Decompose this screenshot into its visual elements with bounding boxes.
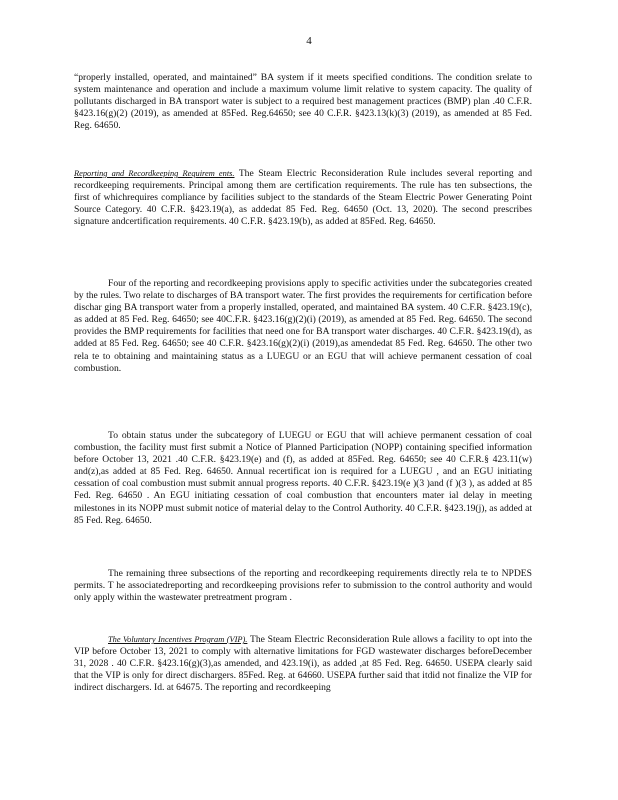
paragraph-bmp-plan [74,72,532,132]
paragraph-text: “properly installed, operated, and maintained” BA system if it meets specified conditions. The condition srelate to system maintenance and operation and include a maximum volume limit relative to system capacity. The quality of pollutants discharged in BA transport water is subject to a required best management practices (BMP) plan .40 C.F.R. §423.16(g)(2) (2019), as amended at 85Fed. Reg.64650; see 40 C.F.R. §423.13(k)(3) (2019), as amended at 85 Fed. Reg. 64650. [74,72,532,132]
paragraph-text: The Steam Electric Reconsideration Rule includes several reporting and recordkeeping requirements. Principal among them are certification requirements. The rule has ten subsections, the first of whichrequires compliance by facilities subject to the standards of the Steam Electric Power Generating Point Source Category. 40 C.F.R. §423.19(a), as addedat 85 Fed. Reg. 64650 (Oct. 13, 2020). The second prescribes signature andcertification requirements. 40 C.F.R. §423.19(b), as added at 85Fed. Reg. 64650. [74,168,532,228]
section-heading-reporting: Reporting and Recordkeeping Requirem ents. [74,169,235,178]
paragraph-text: The Steam Electric Reconsideration Rule allows a facility to opt into the VIP before October 13, 2021 to comply with alternative limitations for FGD wastewater discharges beforeDecember 31, 2028 . 40 C.F.R. §423.16(g)(3),as amended, and 423.19(i), as added ,at 85 Fed. Reg. 64650. USEPA clearly said that the VIP is only for direct dischargers. 85Fed. Reg. at 64660. USEPA further said that itdid not finalize the VIP for indirect dischargers. Id. at 64675. The reporting and recordkeeping [74,634,532,694]
paragraph-voluntary-incentives [74,634,532,694]
paragraph-text: To obtain status under the subcategory of LUEGU or EGU that will achieve permanent cessation of coal combustion, the facility must first submit a Notice of Planned Participation (NOPP) containing specified information before October 13, 2021 .40 C.F.R. §423.19(e) and (f), as added at 85Fed. Reg. 64650; see 40 C.F.R.§ 423.11(w) and(z),as added at 85 Fed. Reg. 64650. Annual recertificat ion is required for a LUEGU , and an EGU initiating cessation of coal combustion must submit annual progress reports. 40 C.F.R. §423.19(e )(3 )and (f )(3 ), as added at 85 Fed. Reg. 64650 . An EGU initiating cessation of coal combustion that encounters mater ial delay in meeting milestones in its NOPP must submit notice of material delay to the Control Authority. 40 C.F.R. §423.19(j), as added at 85 Fed. Reg. 64650. [74,430,532,526]
paragraph-obtain-status [74,430,532,527]
section-heading-vip: The Voluntary Incentives Program (VIP). [108,635,248,644]
paragraph-reporting-recordkeeping [74,168,532,228]
paragraph-text: The remaining three subsections of the reporting and recordkeeping requirements directly rela te to NPDES permits. T he associatedreporting and recordkeeping provisions refer to submission to the control authority and would only apply within the wastewater pretreatment program . [74,568,532,604]
paragraph-npdes-permits [74,568,532,604]
page-number: 4 [306,35,312,47]
paragraph-four-provisions [74,278,532,375]
paragraph-text: Four of the reporting and recordkeeping provisions apply to specific activities under the subcategories created by the rules. Two relate to discharges of BA transport water. The first provides the requirements for certification before dischar ging BA transport water from a properly installed, operated, and maintained BA system. 40 C.F.R. §423.19(c), as added at 85 Fed. Reg. 64650; see 40C.F.R. §423.16(g)(2)(i) (2019), as amended at 85 Fed. Reg. 64650. The second provides the BMP requirements for facilities that need one for BA transport water discharges. 40 C.F.R. §423.19(d), as added at 85 Fed. Reg. 64650; see 40 C.F.R. §423.16(g)(2)(i) (2019),as amendedat 85 Fed. Reg. 64650. The other two rela te to obtaining and maintaining status as a LUEGU or an EGU that will achieve permanent cessation of coal combustion. [74,278,532,374]
